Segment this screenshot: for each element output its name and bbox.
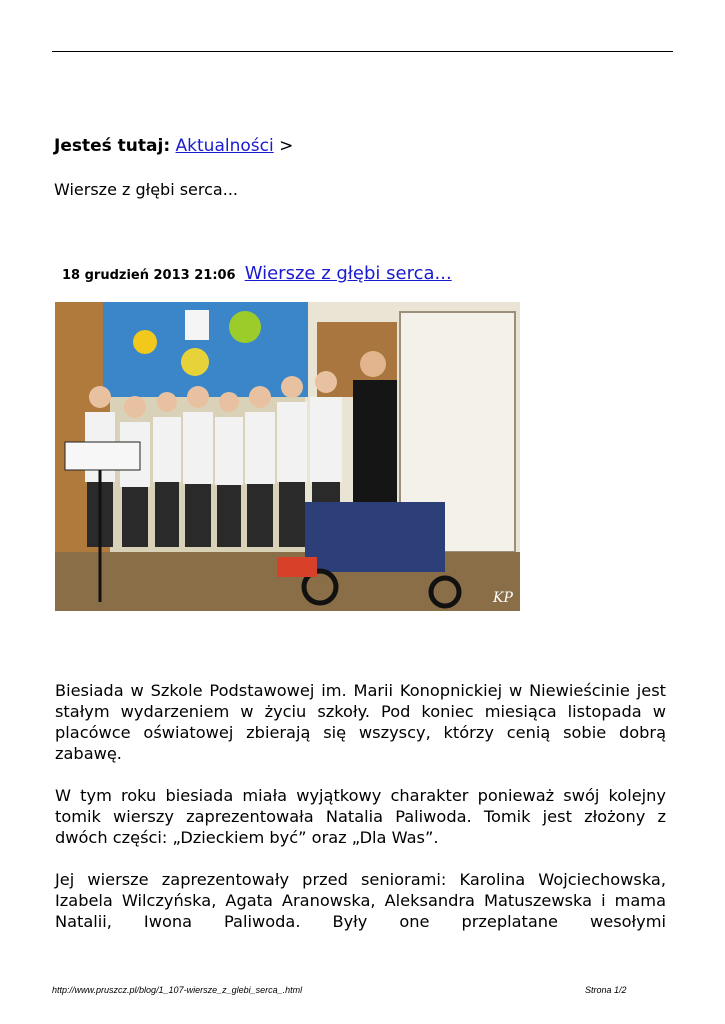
article-body xyxy=(55,680,666,932)
breadcrumb-separator: > xyxy=(279,136,294,156)
breadcrumb-link-news[interactable]: Aktualności xyxy=(175,136,274,156)
choir-photo-illustration xyxy=(55,302,520,611)
footer-url: http://www.pruszcz.pl/blog/1_107-wiersze_z_glebi_serca_.html xyxy=(52,985,303,995)
post-date: 18 grudzień 2013 21:06 xyxy=(62,268,236,283)
breadcrumb xyxy=(54,135,293,157)
article-paragraph: W tym roku biesiada miała wyjątkowy charakter ponieważ swój kolejny tomik wierszy zaprezentowała Natalia Paliwoda. Tomik jest złożony z dwóch części: „Dzieckiem być” oraz „Dla Was”. xyxy=(55,786,666,847)
page-subtitle: Wiersze z głębi serca... xyxy=(54,180,238,199)
post-title-link[interactable]: Wiersze z głębi serca... xyxy=(244,263,452,284)
footer-page-number: Strona 1/2 xyxy=(585,985,627,995)
breadcrumb-lead: Jesteś tutaj: xyxy=(54,136,171,156)
top-rule xyxy=(52,51,673,52)
photo-watermark: KP xyxy=(493,590,513,606)
post-photo xyxy=(55,302,520,611)
article-paragraph: Biesiada w Szkole Podstawowej im. Marii Konopnickiej w Niewieścinie jest stałym wydarzeniem w życiu szkoły. Pod koniec miesiąca listopada w placówce oświatowej zbierają się wszyscy, którzy cenią sobie dobrą zabawę. xyxy=(55,681,666,763)
post-meta xyxy=(62,263,452,284)
article-paragraph: Jej wiersze zaprezentowały przed seniorami: Karolina Wojciechowska, Izabela Wilczyńska, Agata Aranowska, Aleksandra Matuszewska i mama Natalii, Iwona Paliwoda. Były one przeplatane wesołymi xyxy=(55,870,666,931)
